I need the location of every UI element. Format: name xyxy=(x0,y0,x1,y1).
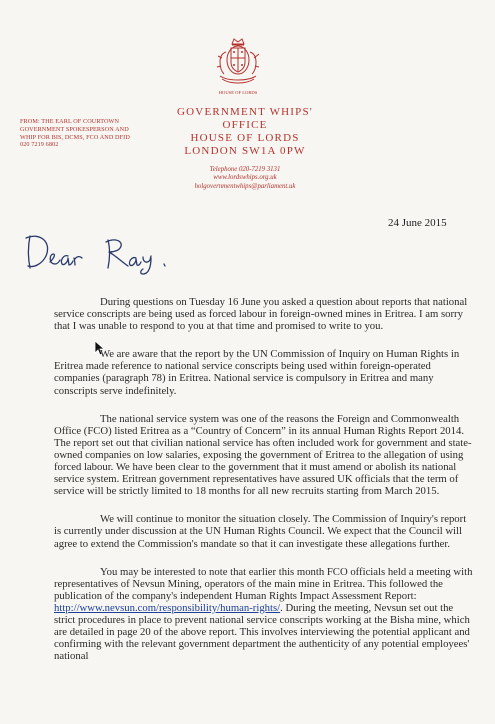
office-title: GOVERNMENT WHIPS' OFFICE xyxy=(177,106,313,131)
office-website: www.lordswhips.org.uk xyxy=(213,174,277,182)
letter-body xyxy=(54,296,474,678)
royal-crest-icon xyxy=(212,36,264,98)
body-paragraph-last xyxy=(54,566,474,663)
office-contact xyxy=(160,166,330,191)
sender-line: WHIP FOR BIS, DCMS, FCO AND DFID xyxy=(20,133,130,141)
office-telephone: Telephone 020-7219 3131 xyxy=(209,166,281,173)
body-paragraph: We will continue to monitor the situation closely. The Commission of Inquiry's report is currently under discussion at the UN Human Rights Council. We expect that the Council will agree to extend the Commission's mandate so that it can investigate these allegations further. xyxy=(54,513,467,550)
body-paragraph: The national service system was one of the reasons the Foreign and Commonwealth Office (FCO) listed Eritrea as a “Country of Concern” in its annual Human Rights Report 2014. The report set out that civilian national service has often included work for government and state-owned companies on low salaries, exposing the government of Eritrea to the allegation of using forced labour. We have been clear to the government that it must amend or abolish its national service system. Eritrean government representatives have assured UK officials that the term of service will be strictly limited to 18 months for all new recruits starting from March 2015. xyxy=(54,412,472,498)
office-email: holgovernmentwhips@parliament.uk xyxy=(194,182,296,190)
sender-line: GOVERNMENT SPOKESPERSON AND xyxy=(20,125,129,133)
body-paragraph: We are aware that the report by the UN Commission of Inquiry on Human Rights in Eritrea made reference to national service conscripts being used within foreign-operated companies (paragraph 78) in Eritrea. National service is compulsory in Eritrea and many conscripts serve indefinitely. xyxy=(54,348,460,397)
sender-line: 020 7219 6802 xyxy=(20,141,59,149)
last-paragraph-text: You may be interested to note that earlier this month FCO officials held a meeting with representatives of Nevsun Mining, operators of the main mine in Eritrea. This followed the publication of the company's independent Human Rights Impact Assessment Report: xyxy=(54,565,473,602)
office-letterhead xyxy=(160,106,330,191)
office-house: HOUSE OF LORDS xyxy=(190,132,300,144)
letter-date: 24 June 2015 xyxy=(388,217,447,229)
crest-caption: HOUSE OF LORDS xyxy=(218,90,258,95)
sender-block xyxy=(20,118,160,149)
handwritten-salutation xyxy=(22,228,192,276)
office-address: LONDON SW1A 0PW xyxy=(184,145,306,157)
human-rights-report-link[interactable]: http://www.nevsun.com/responsibility/human-rights/ xyxy=(54,601,281,614)
body-paragraph: During questions on Tuesday 16 June you asked a question about reports that national service conscripts are being used as forced labour in foreign-owned mines in Eritrea. I am sorry that I was unable to respond to you at that time and promised to write to you. xyxy=(54,296,468,333)
last-paragraph-text-continued: . During the meeting, Nevsun set out the strict procedures in place to prevent national service conscripts working at the Bisha mine, which are detailed in page 20 of the above report. This involves interviewing the potential applicant and confirming with the relevant government department the authenticity of any potential employees' national xyxy=(54,601,470,663)
sender-line: FROM: THE EARL OF COURTOWN xyxy=(20,118,120,125)
